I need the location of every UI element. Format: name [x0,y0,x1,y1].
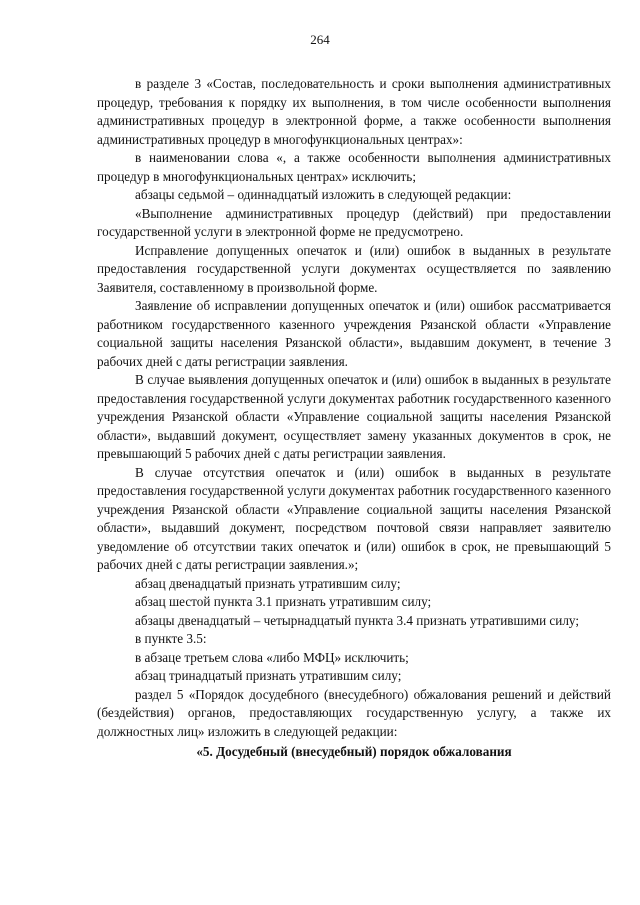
page-number: 264 [310,32,330,47]
paragraph: раздел 5 «Порядок досудебного (внесудебного) обжалования решений и действий (бездействия) органов, предоставляющих государственную услугу, а также их должностных лиц» изложить в следующей редакции: [97,686,611,739]
paragraph: в наименовании слова «, а также особенности выполнения административных процедур в многофункциональных центрах» исключить; [97,150,611,184]
paragraph: В случае выявления допущенных опечаток и (или) ошибок в выданных в результате предоставления государственной услуги документах работник государственного казенного учреждения Рязанской области «Управление социальной защиты населения Рязанской области», выдавший документ, осуществляет замену указанных документов в срок, не превышающий 5 рабочих дней с даты регистрации заявления. [97,372,611,461]
document-body [97,75,611,762]
paragraph: в разделе 3 «Состав, последовательность и сроки выполнения административных процедур, требования к порядку их выполнения, в том числе особенности выполнения административных процедур в электронной форме, а также особенности выполнения административных процедур в многофункциональных центрах»: [97,76,611,147]
paragraph: В случае отсутствия опечаток и (или) ошибок в выданных в результате предоставления государственной услуги документах работник государственного казенного учреждения Рязанской области «Управление социальной защиты населения Рязанской области», выдавший документ, посредством почтовой связи направляет заявителю уведомление об отсутствии таких опечаток и (или) ошибок в срок, не превышающий 5 рабочих дней с даты регистрации заявления.»; [97,464,611,572]
section-heading: «5. Досудебный (внесудебный) порядок обжалования [196,744,512,759]
paragraph: «Выполнение административных процедур (действий) при предоставлении государственной услуги в электронной форме не предусмотрено. [97,205,611,239]
paragraph: абзац шестой пункта 3.1 признать утратившим силу; [135,594,432,609]
paragraph: в абзаце третьем слова «либо МФЦ» исключить; [135,649,409,665]
paragraph: Исправление допущенных опечаток и (или) ошибок в выданных в результате предоставления государственной услуги документах осуществляется по заявлению Заявителя, составленному в произвольной форме. [97,242,611,295]
paragraph: Заявление об исправлении допущенных опечаток и (или) ошибок рассматривается работником государственного казенного учреждения Рязанской области «Управление социальной защиты населения Рязанской области», выдавшим документ, в течение 3 рабочих дней с даты регистрации заявления. [97,298,611,369]
paragraph: абзац тринадцатый признать утратившим силу; [135,668,402,683]
paragraph: абзацы двенадцатый – четырнадцатый пункта 3.4 признать утратившими силу; [135,612,579,628]
paragraph: в пункте 3.5: [135,631,207,646]
paragraph: абзац двенадцатый признать утратившим силу; [135,575,401,591]
paragraph: абзацы седьмой – одиннадцатый изложить в следующей редакции: [135,187,512,202]
